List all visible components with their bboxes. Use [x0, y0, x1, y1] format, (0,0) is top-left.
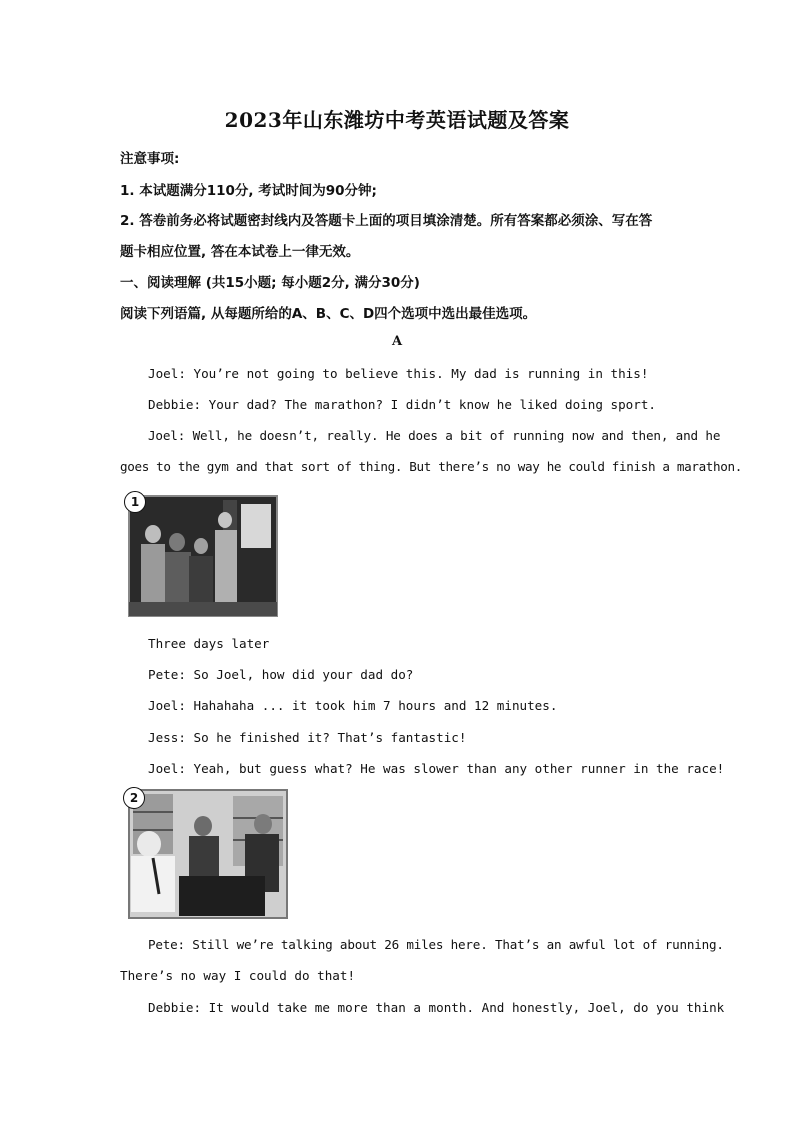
photo-1-image	[123, 490, 283, 622]
section-instruction: 阅读下列语篇, 从每题所给的A、B、C、D四个选项中选出最佳选项。	[120, 306, 537, 322]
dialogue-line: Jess: So he finished it? That’s fantastic!	[148, 730, 467, 745]
dialogue-line: Debbie: It would take me more than a month. And honestly, Joel, do you think	[148, 1000, 725, 1015]
notice-item-2-line-2: 题卡相应位置, 答在本试卷上一律无效。	[120, 244, 360, 260]
dialogue-line: Joel: Well, he doesn’t, really. He does a bit of running now and then, and he	[148, 428, 721, 443]
dialogue-line: Pete: Still we’re talking about 26 miles here. That’s an awful lot of running.	[148, 937, 724, 952]
dialogue-line: There’s no way I could do that!	[120, 968, 356, 983]
passage-label: A	[391, 334, 403, 349]
notice-heading: 注意事项:	[120, 151, 180, 167]
photo-2-image	[123, 784, 293, 924]
dialogue-line: Joel: Yeah, but guess what? He was slower than any other runner in the race!	[148, 761, 725, 776]
dialogue-line: Pete: So Joel, how did your dad do?	[148, 667, 414, 682]
photo-1-number-badge: 1	[124, 491, 146, 513]
photo-1	[123, 490, 283, 622]
dialogue-line: Debbie: Your dad? The marathon? I didn’t know he liked doing sport.	[148, 397, 656, 412]
dialogue-line: Joel: You’re not going to believe this. My dad is running in this!	[148, 366, 649, 381]
section-heading: 一、阅读理解 (共15小题; 每小题2分, 满分30分)	[120, 275, 420, 291]
photo-2-number-badge: 2	[123, 787, 145, 809]
page-title: 2023年山东潍坊中考英语试题及答案	[224, 108, 570, 132]
dialogue-line: Joel: Hahahaha ... it took him 7 hours and 12 minutes.	[148, 698, 558, 713]
dialogue-line: goes to the gym and that sort of thing. But there’s no way he could finish a marathon.	[120, 459, 742, 474]
photo-2	[123, 784, 293, 924]
dialogue-line: Three days later	[148, 636, 270, 651]
notice-item-2-line-1: 2. 答卷前务必将试题密封线内及答题卡上面的项目填涂清楚。所有答案都必须涂、写在答	[120, 213, 653, 229]
notice-item-1: 1. 本试题满分110分, 考试时间为90分钟;	[120, 183, 377, 199]
